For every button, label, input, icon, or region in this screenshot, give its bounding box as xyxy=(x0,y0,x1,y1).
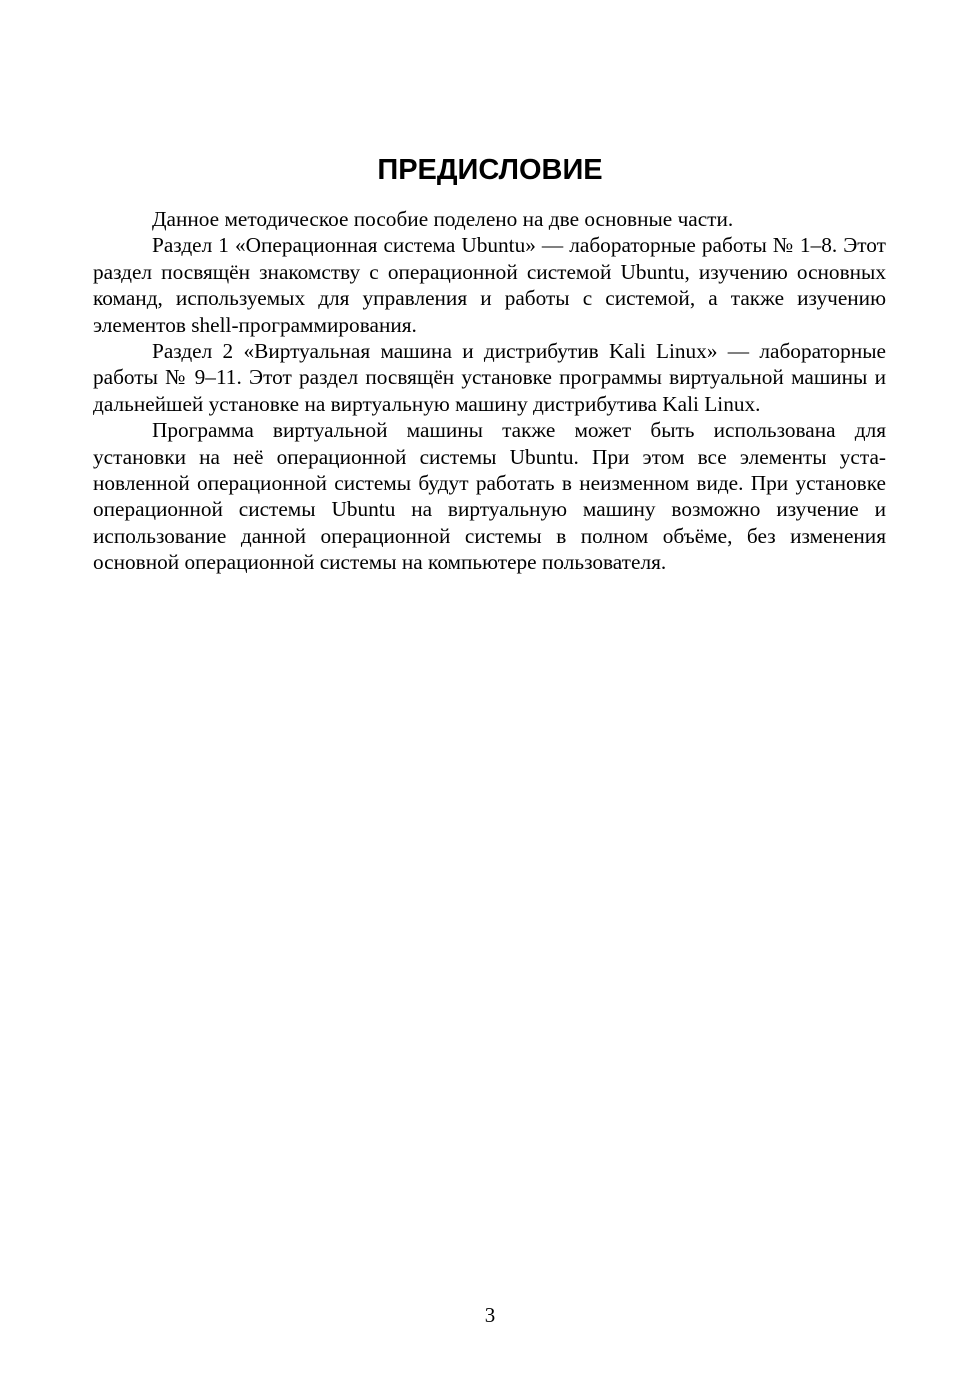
document-body xyxy=(93,206,886,576)
page-title: ПРЕДИСЛОВИЕ xyxy=(377,154,603,186)
paragraph-intro: Данное методическое пособие поделено на две основные части. xyxy=(152,207,734,231)
paragraph-section-2: Раздел 2 «Виртуальная машина и дистрибутив Kali Linux» — лабораторные работы № 9–11. Этот раздел посвящён установке программы виртуальной машины и дальнейшей установке на виртуальную машину дистрибутива Kali Linux. xyxy=(93,339,886,416)
page-number: 3 xyxy=(484,1303,496,1327)
paragraph-virtual-machine: Программа виртуальной машины также может быть использована для установки на неё операционной системы Ubuntu. При этом все элементы установленной операционной системы будут работать в неизменном виде. При установке операционной системы Ubuntu на виртуальную машину возможно изучение и использование данной операционной системы в полном объёме, без изменения основной операционной системы на компьютере пользователя. xyxy=(93,418,886,575)
paragraph-section-1: Раздел 1 «Операционная система Ubuntu» — лабораторные работы № 1–8. Этот раздел посвящён знакомству с операционной системой Ubuntu, изучению основных команд, используемых для управления и работы с системой, а также изучению элементов shell-программирования. xyxy=(93,233,886,337)
